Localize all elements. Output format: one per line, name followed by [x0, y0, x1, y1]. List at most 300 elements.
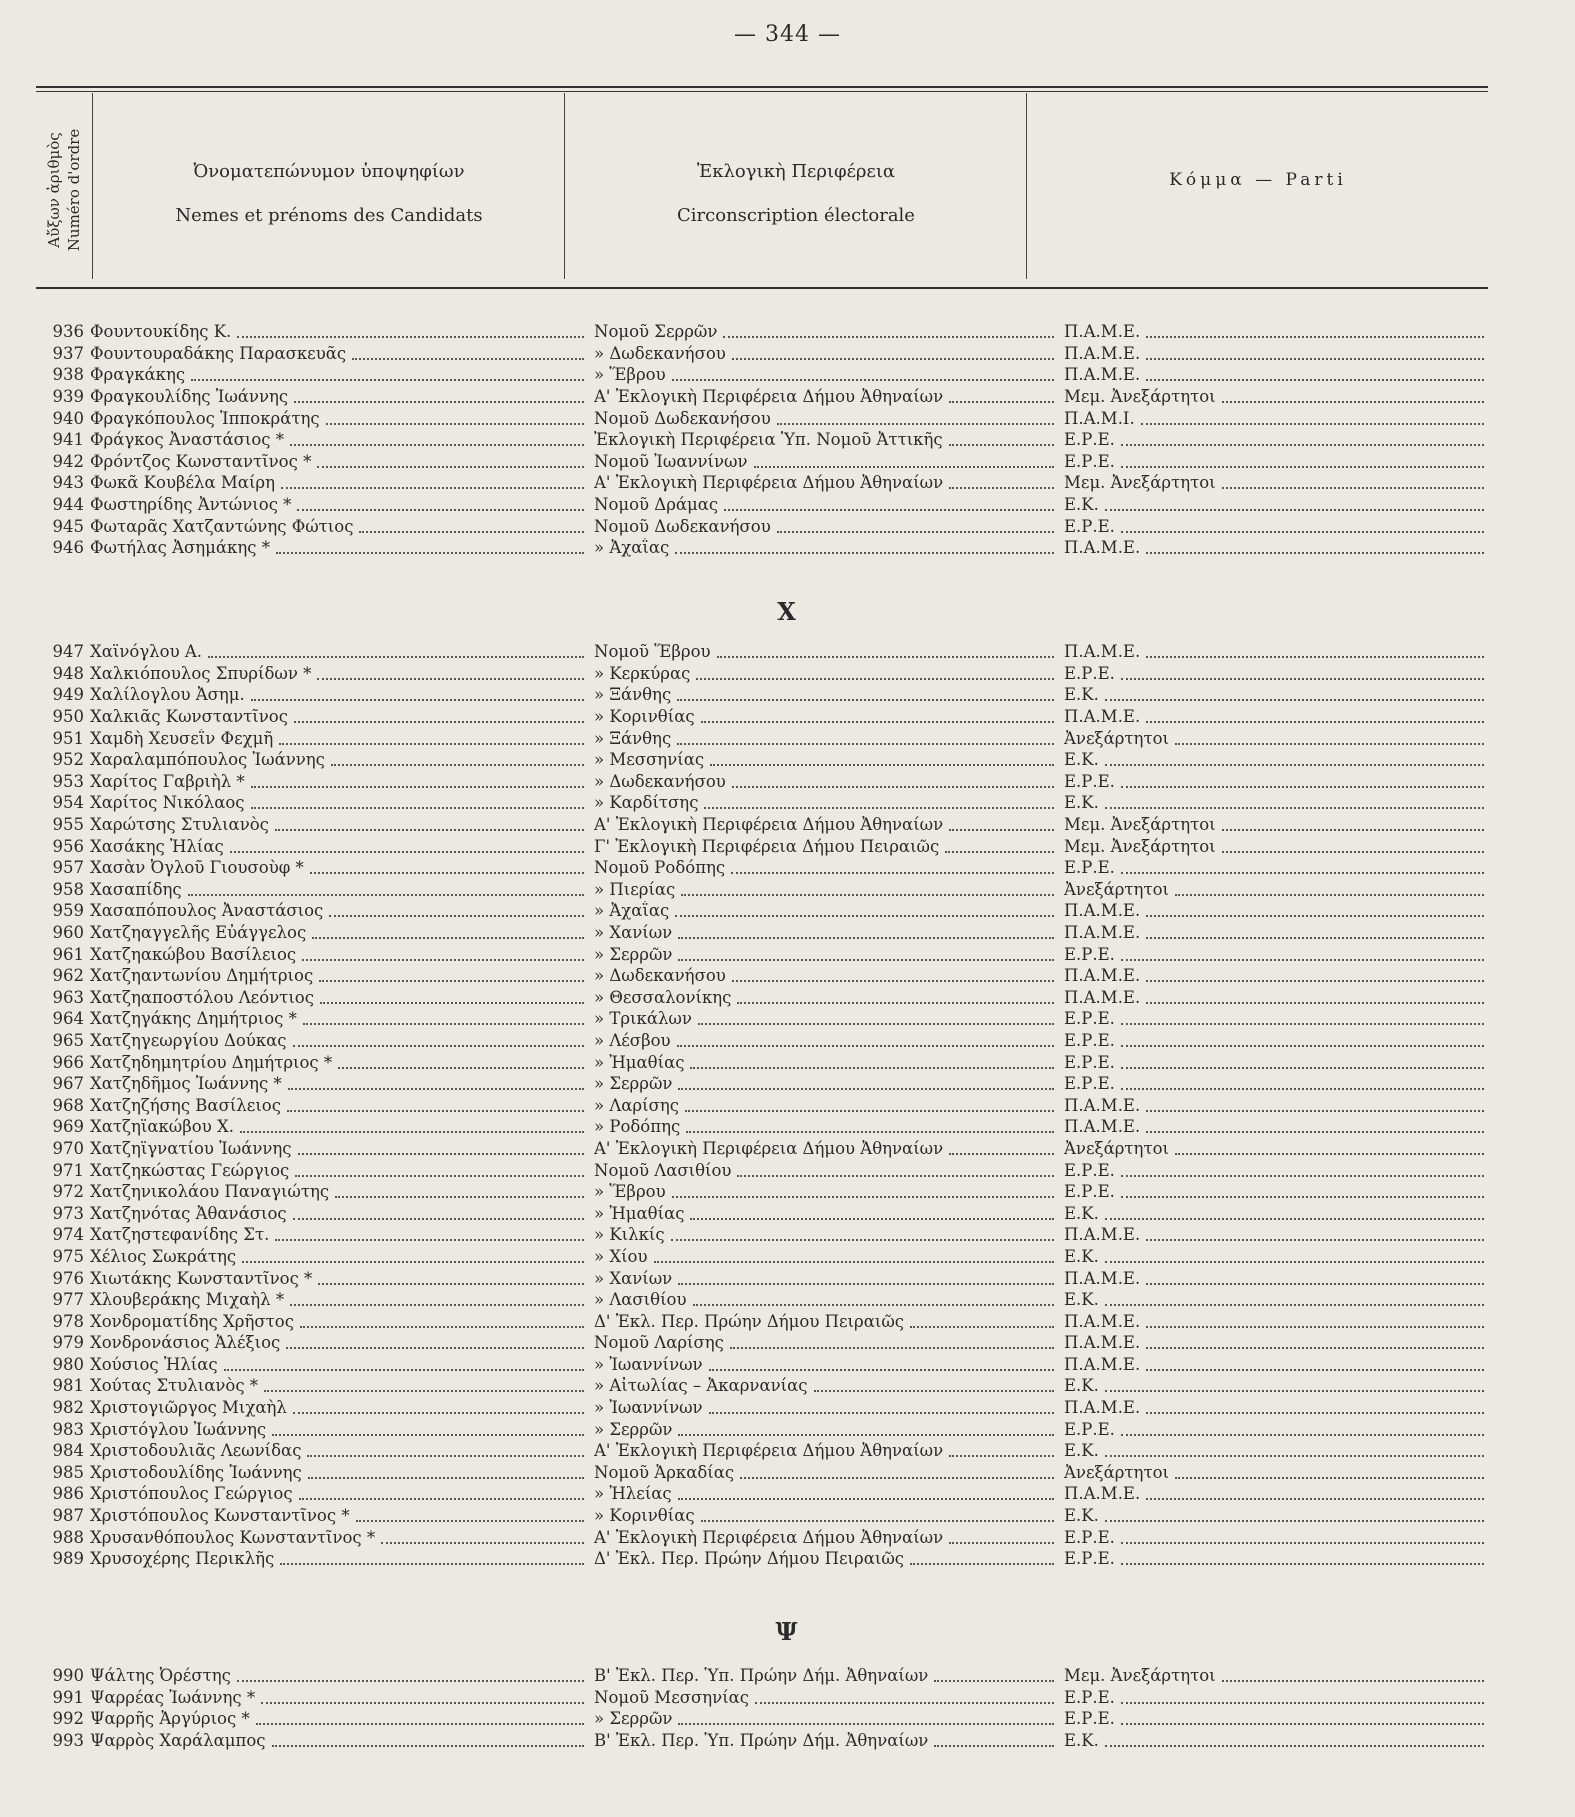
header-circ-greek: Ἐκλογικὴ Περιφέρεια: [696, 161, 896, 182]
circumscription: » Ἀχαΐας: [594, 901, 670, 921]
dot-leader: [251, 698, 584, 701]
dot-leader: [256, 1722, 584, 1725]
dot-leader: [678, 1722, 1054, 1725]
party: Ε.Ρ.Ε.: [1064, 451, 1115, 471]
circumscription: » Πιερίας: [594, 879, 676, 899]
circumscription-cell: [594, 1247, 1064, 1266]
circumscription: Ἐκλογικὴ Περιφέρεια Ὑπ. Νομοῦ Ἀττικῆς: [594, 430, 943, 450]
column-divider: [1026, 93, 1027, 279]
header-top-rule: [36, 86, 1488, 88]
circumscription-cell: [594, 880, 1064, 899]
circumscription-cell: [594, 1688, 1064, 1707]
party-cell: [1064, 1182, 1488, 1201]
dot-leader: [732, 785, 1054, 788]
candidate-number: 953: [52, 771, 84, 791]
table-row: [36, 879, 1488, 901]
party-cell: [1064, 1398, 1488, 1417]
dot-leader: [677, 1044, 1054, 1047]
candidate-name: Χαμδὴ Χευσεΐν Φεχμῆ: [90, 728, 274, 748]
candidate-name: Φωτήλας Ἀσημάκης *: [90, 538, 270, 558]
party-cell: [1064, 901, 1488, 920]
dot-leader: [1121, 871, 1484, 874]
candidate-number: 984: [52, 1441, 84, 1461]
dot-leader: [709, 1368, 1054, 1371]
dot-leader: [318, 1282, 584, 1285]
circumscription: » Χίου: [594, 1246, 648, 1266]
table-row: [36, 429, 1488, 451]
candidate-name-cell: [90, 858, 594, 877]
header-top-rule-thin: [36, 91, 1488, 92]
dot-leader: [1121, 958, 1484, 961]
party: Ε.Κ.: [1064, 1731, 1099, 1751]
table-row: [36, 1094, 1488, 1116]
dot-leader: [1146, 1001, 1484, 1004]
dot-leader: [264, 1389, 584, 1392]
candidate-number: 958: [52, 879, 84, 899]
circumscription: » Ἰωαννίνων: [594, 1354, 703, 1374]
circumscription-cell: [594, 517, 1064, 536]
dot-leader: [678, 1282, 1054, 1285]
party: Μεμ. Ἀνεξάρτητοι: [1064, 836, 1216, 856]
dot-leader: [1121, 677, 1484, 680]
candidate-name: Χιωτάκης Κωνσταντῖνος *: [90, 1268, 313, 1288]
circumscription-cell: [594, 1312, 1064, 1331]
candidate-number: 988: [52, 1527, 84, 1547]
candidate-number: 976: [52, 1268, 84, 1288]
dot-leader: [934, 1744, 1054, 1747]
circumscription: Α' Ἐκλογικὴ Περιφέρεια Δήμου Ἀθηναίων: [594, 1527, 944, 1547]
candidate-name: Χατζηακώβου Βασίλειος: [90, 944, 297, 964]
party-cell: [1064, 1376, 1488, 1395]
dot-leader: [1146, 551, 1484, 554]
dot-leader: [910, 1325, 1054, 1328]
candidate-name: Φωταρᾶς Χατζαντώνης Φώτιος: [90, 516, 354, 536]
table-row: [36, 515, 1488, 537]
circumscription-cell: [594, 1376, 1064, 1395]
party: Ε.Ρ.Ε.: [1064, 1527, 1115, 1547]
header-party-column: [1028, 170, 1488, 190]
party: Π.Α.Μ.Ε.: [1064, 901, 1141, 921]
party: Ε.Κ.: [1064, 1441, 1099, 1461]
circumscription-cell: [594, 495, 1064, 514]
dot-leader: [1146, 1109, 1484, 1112]
dot-leader: [1121, 785, 1484, 788]
dot-leader: [949, 400, 1054, 403]
candidate-number: 982: [52, 1398, 84, 1418]
dot-leader: [731, 871, 1054, 874]
candidate-number: 955: [52, 815, 84, 835]
dot-leader: [1121, 443, 1484, 446]
party-cell: [1064, 988, 1488, 1007]
dot-leader: [723, 335, 1054, 338]
column-divider: [564, 93, 565, 279]
circumscription: » Κερκύρας: [594, 663, 691, 683]
party-cell: [1064, 1247, 1488, 1266]
dot-leader: [693, 1303, 1055, 1306]
party: Ἀνεξάρτητοι: [1064, 879, 1169, 899]
candidate-name-cell: [90, 1096, 594, 1115]
dot-leader: [300, 1325, 584, 1328]
party: Π.Α.Μ.Ε.: [1064, 1398, 1141, 1418]
dot-leader: [295, 1174, 584, 1177]
circumscription-cell: [594, 473, 1064, 492]
dot-leader: [777, 422, 1054, 425]
circumscription: Νομοῦ Δράμας: [594, 495, 719, 515]
candidate-name-cell: [90, 1441, 594, 1460]
table-row: [36, 343, 1488, 365]
table-row: [36, 1730, 1488, 1752]
candidate-name: Χατζηϊακώβου Χ.: [90, 1117, 234, 1137]
circumscription-cell: [594, 409, 1064, 428]
candidate-name: Χαρώτσης Στυλιανὸς: [90, 815, 269, 835]
candidate-number: 961: [52, 944, 84, 964]
dot-leader: [945, 850, 1054, 853]
party: Ε.Κ.: [1064, 793, 1099, 813]
dot-leader: [299, 1497, 584, 1500]
table-row: [36, 1267, 1488, 1289]
circumscription: » Χανίων: [594, 923, 673, 943]
party: Π.Α.Μ.Ε.: [1064, 1311, 1141, 1331]
party-cell: [1064, 1074, 1488, 1093]
circumscription-cell: [594, 1290, 1064, 1309]
table-row: [36, 663, 1488, 685]
dot-leader: [293, 1044, 584, 1047]
candidate-name: Χατζηστεφανίδης Στ.: [90, 1225, 270, 1245]
table-row: [36, 965, 1488, 987]
party-cell: [1064, 387, 1488, 406]
party: Π.Α.Μ.Ε.: [1064, 1354, 1141, 1374]
dot-leader: [678, 1497, 1054, 1500]
table-row: [36, 857, 1488, 879]
dot-leader: [329, 914, 584, 917]
candidate-number: 952: [52, 750, 84, 770]
candidate-name-cell: [90, 729, 594, 748]
dot-leader: [730, 1346, 1054, 1349]
dot-leader: [287, 1109, 584, 1112]
dot-leader: [242, 1260, 584, 1263]
candidate-section: [36, 321, 1488, 559]
dot-leader: [312, 936, 584, 939]
table-row: [36, 706, 1488, 728]
section-letter: Χ: [777, 597, 798, 626]
party: Ε.Ρ.Ε.: [1064, 1030, 1115, 1050]
dot-leader: [317, 677, 584, 680]
table-row: [36, 1310, 1488, 1332]
circumscription-cell: [594, 1117, 1064, 1136]
party: Ε.Ρ.Ε.: [1064, 663, 1115, 683]
circumscription: » Δωδεκανήσου: [594, 966, 726, 986]
dot-leader: [1222, 850, 1484, 853]
circumscription: Γ' Ἐκλογικὴ Περιφέρεια Δήμου Πειραιῶς: [594, 836, 940, 856]
candidate-name-cell: [90, 1182, 594, 1201]
circumscription-cell: [594, 1074, 1064, 1093]
candidate-name: Χατζηδῆμος Ἰωάννης *: [90, 1074, 282, 1094]
circumscription-cell: [594, 430, 1064, 449]
circumscription-cell: [594, 365, 1064, 384]
dot-leader: [740, 1476, 1054, 1479]
party: Ε.Κ.: [1064, 495, 1099, 515]
circumscription: » Σερρῶν: [594, 1419, 673, 1439]
candidate-name: Χασαπίδης: [90, 879, 182, 899]
circumscription-cell: [594, 1463, 1064, 1482]
dot-leader: [1121, 1541, 1484, 1544]
table-row: [36, 943, 1488, 965]
candidate-name-cell: [90, 880, 594, 899]
candidate-name: Φωστηρίδης Ἀντώνιος *: [90, 495, 292, 515]
dot-leader: [1146, 357, 1484, 360]
dot-leader: [338, 1066, 584, 1069]
candidate-number: 940: [52, 408, 84, 428]
circumscription: » Ἕβρου: [594, 1182, 666, 1202]
circumscription-cell: [594, 858, 1064, 877]
candidate-name-cell: [90, 1484, 594, 1503]
party: Ε.Κ.: [1064, 1203, 1099, 1223]
party: Ε.Κ.: [1064, 1506, 1099, 1526]
circumscription: » Ἀχαΐας: [594, 538, 670, 558]
party: Ἀνεξάρτητοι: [1064, 1138, 1169, 1158]
candidate-name: Χονδρονάσιος Ἀλέξιος: [90, 1333, 281, 1353]
dot-leader: [1146, 1497, 1484, 1500]
circumscription-cell: [594, 1398, 1064, 1417]
party-cell: [1064, 1355, 1488, 1374]
candidate-name: Φρόντζος Κωνσταντῖνος *: [90, 451, 312, 471]
party: Ε.Ρ.Ε.: [1064, 1160, 1115, 1180]
circumscription-cell: [594, 1506, 1064, 1525]
table-row: [36, 472, 1488, 494]
candidate-number: 966: [52, 1052, 84, 1072]
candidate-number: 963: [52, 987, 84, 1007]
table-row: [36, 1224, 1488, 1246]
circumscription-cell: [594, 707, 1064, 726]
dot-leader: [359, 530, 584, 533]
dot-leader: [1105, 806, 1484, 809]
party-cell: [1064, 945, 1488, 964]
circumscription: Νομοῦ Λαρίσης: [594, 1333, 724, 1353]
circumscription-cell: [594, 1269, 1064, 1288]
dot-leader: [297, 508, 584, 511]
candidate-name: Χατζηνότας Ἀθανάσιος: [90, 1203, 287, 1223]
candidate-number: 980: [52, 1354, 84, 1374]
dot-leader: [701, 1519, 1054, 1522]
dot-leader: [949, 1541, 1054, 1544]
dot-leader: [290, 1303, 584, 1306]
dot-leader: [675, 551, 1054, 554]
circumscription-cell: [594, 1709, 1064, 1728]
circumscription-cell: [594, 1225, 1064, 1244]
dot-leader: [1146, 1411, 1484, 1414]
header-number-french: Numéro d'ordre: [65, 128, 83, 252]
dot-leader: [335, 1195, 584, 1198]
dot-leader: [1105, 1454, 1484, 1457]
dot-leader: [288, 1087, 584, 1090]
circumscription-cell: [594, 1355, 1064, 1374]
candidate-number: 968: [52, 1095, 84, 1115]
candidate-number: 957: [52, 858, 84, 878]
dot-leader: [678, 958, 1054, 961]
candidate-name-cell: [90, 517, 594, 536]
dot-leader: [678, 1433, 1054, 1436]
party: Μεμ. Ἀνεξάρτητοι: [1064, 473, 1216, 493]
dot-leader: [910, 1562, 1054, 1565]
candidate-name-cell: [90, 430, 594, 449]
dot-leader: [1105, 698, 1484, 701]
circumscription: » Ξάνθης: [594, 685, 672, 705]
candidate-number: 991: [52, 1687, 84, 1707]
party: Μεμ. Ἀνεξάρτητοι: [1064, 1666, 1216, 1686]
candidate-name: Χλουβεράκης Μιχαὴλ *: [90, 1290, 285, 1310]
dot-leader: [1146, 1325, 1484, 1328]
candidate-number: 941: [52, 430, 84, 450]
dot-leader: [710, 763, 1054, 766]
header-names-french: Nemes et prénoms des Candidats: [175, 205, 483, 226]
candidate-number: 987: [52, 1506, 84, 1526]
candidate-name: Χαρίτος Γαβριὴλ *: [90, 771, 245, 791]
candidate-name-cell: [90, 473, 594, 492]
circumscription: Νομοῦ Ροδόπης: [594, 858, 726, 878]
candidate-section: [36, 1665, 1488, 1751]
candidate-number: 947: [52, 642, 84, 662]
candidate-name-cell: [90, 923, 594, 942]
party: Π.Α.Μ.Ε.: [1064, 322, 1141, 342]
circumscription: Α' Ἐκλογικὴ Περιφέρεια Δήμου Ἀθηναίων: [594, 1441, 944, 1461]
dot-leader: [1121, 1722, 1484, 1725]
candidate-number: 985: [52, 1462, 84, 1482]
dot-leader: [737, 1174, 1054, 1177]
party-cell: [1064, 1709, 1488, 1728]
dot-leader: [732, 357, 1054, 360]
candidate-name-cell: [90, 1731, 594, 1750]
table-row: [36, 1708, 1488, 1730]
dot-leader: [303, 1022, 584, 1025]
candidate-name: Χασάκης Ἠλίας: [90, 836, 224, 856]
party-cell: [1064, 517, 1488, 536]
table-row: [36, 749, 1488, 771]
party-cell: [1064, 1139, 1488, 1158]
dot-leader: [1121, 1562, 1484, 1565]
dot-leader: [671, 1238, 1054, 1241]
dot-leader: [307, 1454, 584, 1457]
party-cell: [1064, 685, 1488, 704]
circumscription: » Τρικάλων: [594, 1009, 692, 1029]
party-cell: [1064, 344, 1488, 363]
circumscription: » Σερρῶν: [594, 1709, 673, 1729]
dot-leader: [675, 914, 1054, 917]
dot-leader: [275, 1238, 584, 1241]
candidate-name-cell: [90, 945, 594, 964]
party-cell: [1064, 1463, 1488, 1482]
dot-leader: [1146, 1346, 1484, 1349]
circumscription-cell: [594, 945, 1064, 964]
dot-leader: [690, 1217, 1054, 1220]
party-cell: [1064, 793, 1488, 812]
dot-leader: [275, 828, 584, 831]
dot-leader: [1121, 1022, 1484, 1025]
candidate-name-cell: [90, 1074, 594, 1093]
circumscription-cell: [594, 642, 1064, 661]
candidate-name-cell: [90, 642, 594, 661]
dot-leader: [1141, 422, 1484, 425]
dot-leader: [732, 979, 1054, 982]
candidate-number: 937: [52, 343, 84, 363]
candidate-name: Ψαρρὸς Χαράλαμπος: [90, 1731, 266, 1751]
header-party-label: Κόμμα — Parti: [1169, 170, 1347, 190]
dot-leader: [1105, 1519, 1484, 1522]
party-cell: [1064, 1441, 1488, 1460]
table-row: [36, 1375, 1488, 1397]
dot-leader: [678, 936, 1054, 939]
candidate-number: 959: [52, 901, 84, 921]
circumscription: » Ροδόπης: [594, 1117, 681, 1137]
candidate-name-cell: [90, 344, 594, 363]
party: Ε.Ρ.Ε.: [1064, 1182, 1115, 1202]
table-row: [36, 451, 1488, 473]
dot-leader: [672, 1195, 1054, 1198]
candidate-name-cell: [90, 409, 594, 428]
candidate-name-cell: [90, 685, 594, 704]
party: Ε.Ρ.Ε.: [1064, 1009, 1115, 1029]
circumscription-cell: [594, 837, 1064, 856]
table-row: [36, 1181, 1488, 1203]
candidate-name: Ψαρρέας Ἰωάννης *: [90, 1687, 256, 1707]
circumscription-cell: [594, 1333, 1064, 1352]
party-cell: [1064, 1549, 1488, 1568]
dot-leader: [356, 1519, 584, 1522]
circumscription: » Καρδίτσης: [594, 793, 699, 813]
party: Π.Α.Μ.Ε.: [1064, 1333, 1141, 1353]
table-row: [36, 1332, 1488, 1354]
party-cell: [1064, 1666, 1488, 1685]
candidate-number: 973: [52, 1203, 84, 1223]
candidate-number: 943: [52, 473, 84, 493]
table-row: [36, 900, 1488, 922]
party-cell: [1064, 642, 1488, 661]
circumscription-cell: [594, 988, 1064, 1007]
dot-leader: [754, 465, 1054, 468]
party: Π.Α.Μ.Ε.: [1064, 987, 1141, 1007]
candidate-name: Χατζηαντωνίου Δημήτριος: [90, 966, 314, 986]
circumscription: Νομοῦ Δωδεκανήσου: [594, 408, 771, 428]
circumscription-cell: [594, 344, 1064, 363]
candidate-name-cell: [90, 1420, 594, 1439]
candidate-number: 960: [52, 923, 84, 943]
dot-leader: [191, 378, 584, 381]
circumscription: » Κιλκίς: [594, 1225, 665, 1245]
candidate-name-cell: [90, 664, 594, 683]
dot-leader: [381, 1541, 584, 1544]
candidate-name-cell: [90, 495, 594, 514]
circumscription: Νομοῦ Ἀρκαδίας: [594, 1462, 735, 1482]
party-cell: [1064, 1225, 1488, 1244]
candidate-name-cell: [90, 988, 594, 1007]
dot-leader: [320, 1001, 584, 1004]
table-row: [36, 641, 1488, 663]
candidate-number: 956: [52, 836, 84, 856]
candidate-number: 938: [52, 365, 84, 385]
table-row: [36, 1687, 1488, 1709]
page-number: — 344 —: [734, 22, 841, 47]
circumscription: Α' Ἐκλογικὴ Περιφέρεια Δήμου Ἀθηναίων: [594, 387, 944, 407]
table-row: [36, 771, 1488, 793]
table-row: [36, 1462, 1488, 1484]
candidate-name: Χατζηζήσης Βασίλειος: [90, 1095, 281, 1115]
dot-leader: [1121, 1195, 1484, 1198]
dot-leader: [1175, 893, 1484, 896]
candidate-name-cell: [90, 1549, 594, 1568]
circumscription-cell: [594, 387, 1064, 406]
dot-leader: [686, 1130, 1054, 1133]
party-cell: [1064, 1269, 1488, 1288]
dot-leader: [1146, 979, 1484, 982]
